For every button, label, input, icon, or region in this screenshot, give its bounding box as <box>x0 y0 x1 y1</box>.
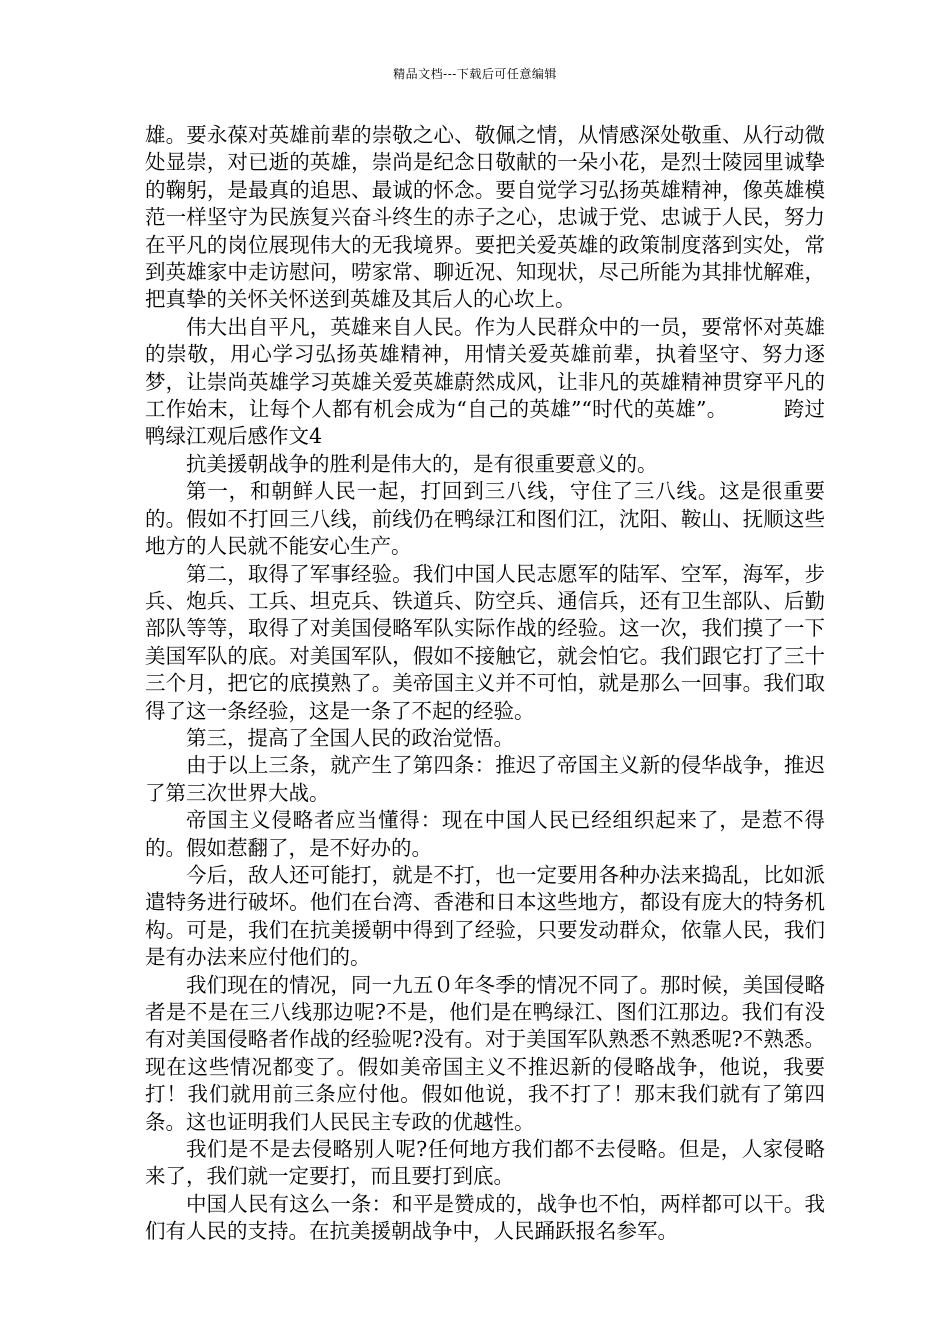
paragraph-6: 第三，提高了全国人民的政治觉悟。 <box>186 725 514 750</box>
paragraph-10: 我们现在的情况，同一九五０年冬季的情况不同了。那时候，美国侵略者是不是在三八线那边呢?不是，他们是在鸭绿江、图们江那边。我们有没有对美国侵略者作战的经验呢?没有。对于美国军队熟悉不熟悉呢?不熟悉。现在这些情况都变了。假如美帝国主义不推迟新的侵略战争，他说，我要打！我们就用前三条应付他。假如他说，我不打了！那末我们就有了第四条。这也证明我们人民民主专政的优越性。 <box>145 972 825 1134</box>
paragraph-2 <box>145 314 825 451</box>
paragraph-5: 第二，取得了军事经验。我们中国人民志愿军的陆军、空军，海军，步兵、炮兵、工兵、坦克兵、铁道兵、防空兵、通信兵，还有卫生部队、后勤部队等等，取得了对美国侵略军队实际作战的经验。这一次，我们摸了一下美国军队的底。对美国军队，假如不接触它，就会怕它。我们跟它打了三十三个月，把它的底摸熟了。美帝国主义并不可怕，就是那么一回事。我们取得了这一条经验，这是一条了不起的经验。 <box>145 561 825 723</box>
page-header: 精品文档---下载后可任意编辑 <box>393 67 557 81</box>
paragraph-1: 雄。要永葆对英雄前辈的崇敬之心、敬佩之情，从情感深处敬重、从行动微处显崇，对已逝的英雄，崇尚是纪念日敬献的一朵小花，是烈士陵园里诚挚的鞠躬，是最真的追思、最诚的怀念。要自觉学习弘扬英雄精神，像英雄模范一样坚守为民族复兴奋斗终生的赤子之心，忠诚于党、忠诚于人民，努力在平凡的岗位展现伟大的无我境界。要把关爱英雄的政策制度落到实处，常到英雄家中走访慰问，唠家常、聊近况、知现状，尽己所能为其排忧解难，把真挚的关怀关怀送到英雄及其后人的心坎上。 <box>145 123 825 312</box>
paragraph-8: 帝国主义侵略者应当懂得：现在中国人民已经组织起来了，是惹不得的。假如惹翻了，是不好办的。 <box>145 808 825 860</box>
paragraph-3: 抗美援朝战争的胜利是伟大的，是有很重要意义的。 <box>186 451 658 476</box>
document-body <box>145 122 825 1246</box>
paragraph-12: 中国人民有这么一条：和平是赞成的，战争也不怕，两样都可以干。我们有人民的支持。在抗美援朝战争中，人民踊跃报名参军。 <box>145 1191 825 1244</box>
paragraph-9: 今后，敌人还可能打，就是不打，也一定要用各种办法来捣乱，比如派遣特务进行破坏。他们在台湾、香港和日本这些地方，都设有庞大的特务机构。可是，我们在抗美援朝中得到了经验，只要发动群众，依靠人民，我们是有办法来应付他们的。 <box>145 862 825 970</box>
paragraph-4: 第一，和朝鲜人民一起，打回到三八线，守住了三八线。这是很重要的。假如不打回三八线，前线仍在鸭绿江和图们江，沈阳、鞍山、抚顺这些地方的人民就不能安心生产。 <box>145 479 825 559</box>
paragraph-2-text: 伟大出自平凡，英雄来自人民。作为人民群众中的一员，要常怀对英雄的崇敬，用心学习弘扬英雄精神，用情关爱英雄前辈，执着坚守、努力逐梦，让崇尚英雄学习英雄关爱英雄蔚然成风，让非凡的英雄精神贯穿平凡的工作始末，让每个人都有机会成为“自己的英雄”“时代的英雄”。 <box>145 314 825 422</box>
paragraph-11: 我们是不是去侵略别人呢?任何地方我们都不去侵略。但是，人家侵略来了，我们就一定要打，而且要打到底。 <box>145 1137 825 1189</box>
paragraph-7: 由于以上三条，就产生了第四条：推迟了帝国主义新的侵华战争，推迟了第三次世界大战。 <box>145 753 825 805</box>
section-heading: 跨过鸭绿江观后感作文4 <box>145 397 826 449</box>
